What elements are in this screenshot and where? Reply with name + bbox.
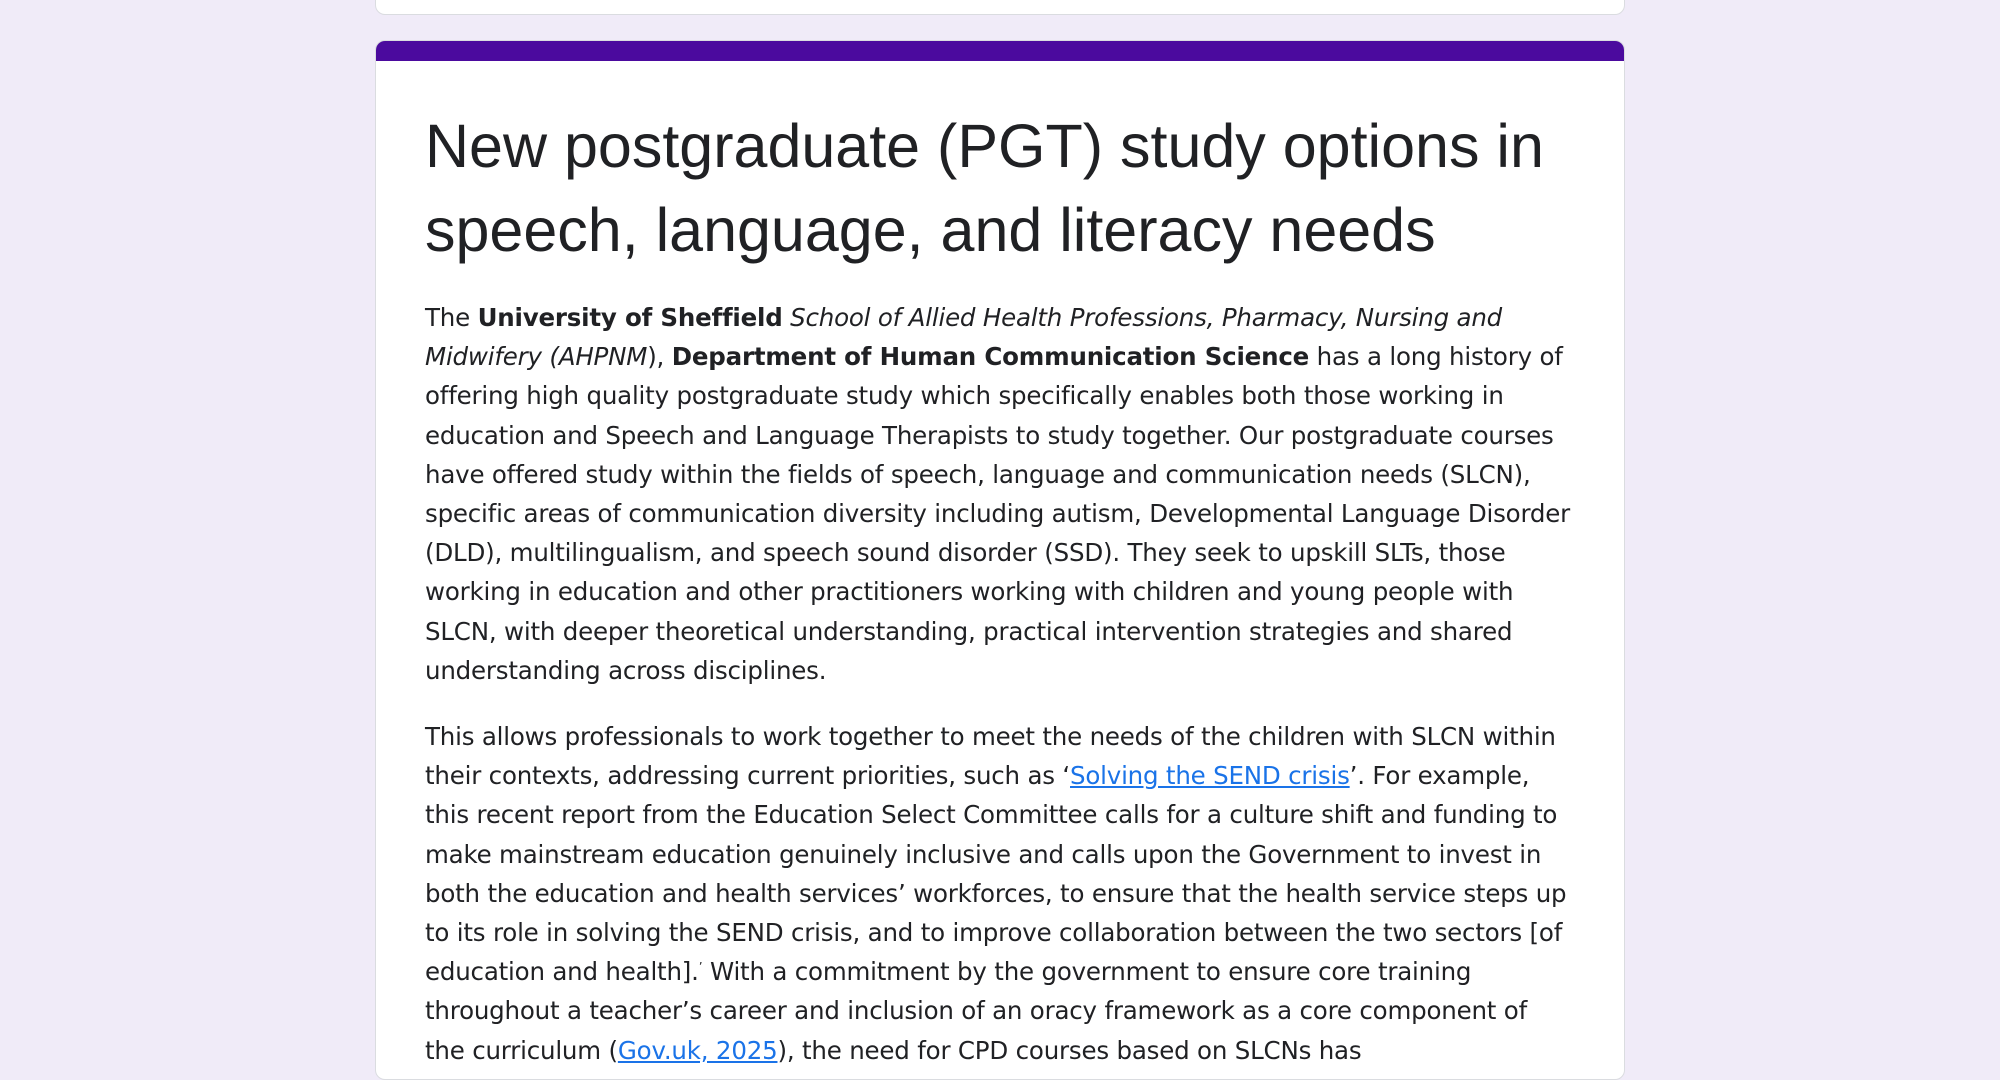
form-description — [425, 298, 1572, 1070]
desc-p2-text-2: ’. For example, this recent report from the Education Select Committee calls for a culture shift and funding to make mainstream education genuinely inclusive and calls upon the Government to invest in both the education and health services’ workforces, to ensure that the health service steps up to its role in solving the SEND crisis, and to improve collaboration between the two sectors [of education and health]. — [425, 761, 1567, 987]
previous-section-card — [375, 0, 1625, 15]
footnote-mark: ’ — [698, 960, 703, 975]
desc-p1-text-1: The — [425, 303, 478, 332]
desc-p1-text-7: has a long history of offering high quality postgraduate study which specifically enables both those working in education and Speech and Language Therapists to study together. Our postgraduate courses have offered study within the fields of speech, language and communication needs (SLCN), specific areas of communication diversity including autism, Developmental Language Disorder (DLD), multilingualism, and speech sound disorder (SSD). They seek to upskill SLTs, those working in education and other practitioners working with children and young people with SLCN, with deeper theoretical understanding, practical intervention strategies and shared understanding across disciplines. — [425, 342, 1570, 685]
accent-bar — [376, 41, 1624, 61]
form-title: New postgraduate (PGT) study options in speech, language, and literacy needs — [425, 112, 1544, 264]
department-name: Department of Human Communication Science — [671, 342, 1310, 372]
description-paragraph-2 — [425, 717, 1572, 1070]
gov-uk-2025-link[interactable]: Gov.uk, 2025 — [617, 1035, 778, 1065]
desc-p2-text-3: With a commitment by the government to ensure core training throughout a teacher’s career and inclusion of an oracy framework as a core component of the curriculum ( — [425, 957, 1527, 1065]
solving-send-crisis-link[interactable]: Solving the SEND crisis — [1070, 761, 1350, 791]
form-header-body — [376, 104, 1624, 1070]
description-paragraph-1 — [425, 298, 1572, 690]
desc-p2-text-4: ), the need for CPD courses based on SLCNs has — [777, 1035, 1362, 1065]
desc-p2-text-1: This allows professionals to work together to meet the needs of the children with SLCN within their contexts, addressing current priorities, such as ‘ — [425, 722, 1556, 791]
desc-p1-text-5: ), — [647, 342, 672, 372]
school-name: School of Allied Health Professions, Pharmacy, Nursing and Midwifery (AHPNM — [425, 303, 1503, 372]
university-name: University of Sheffield — [477, 303, 783, 332]
form-header-card — [375, 40, 1625, 1080]
